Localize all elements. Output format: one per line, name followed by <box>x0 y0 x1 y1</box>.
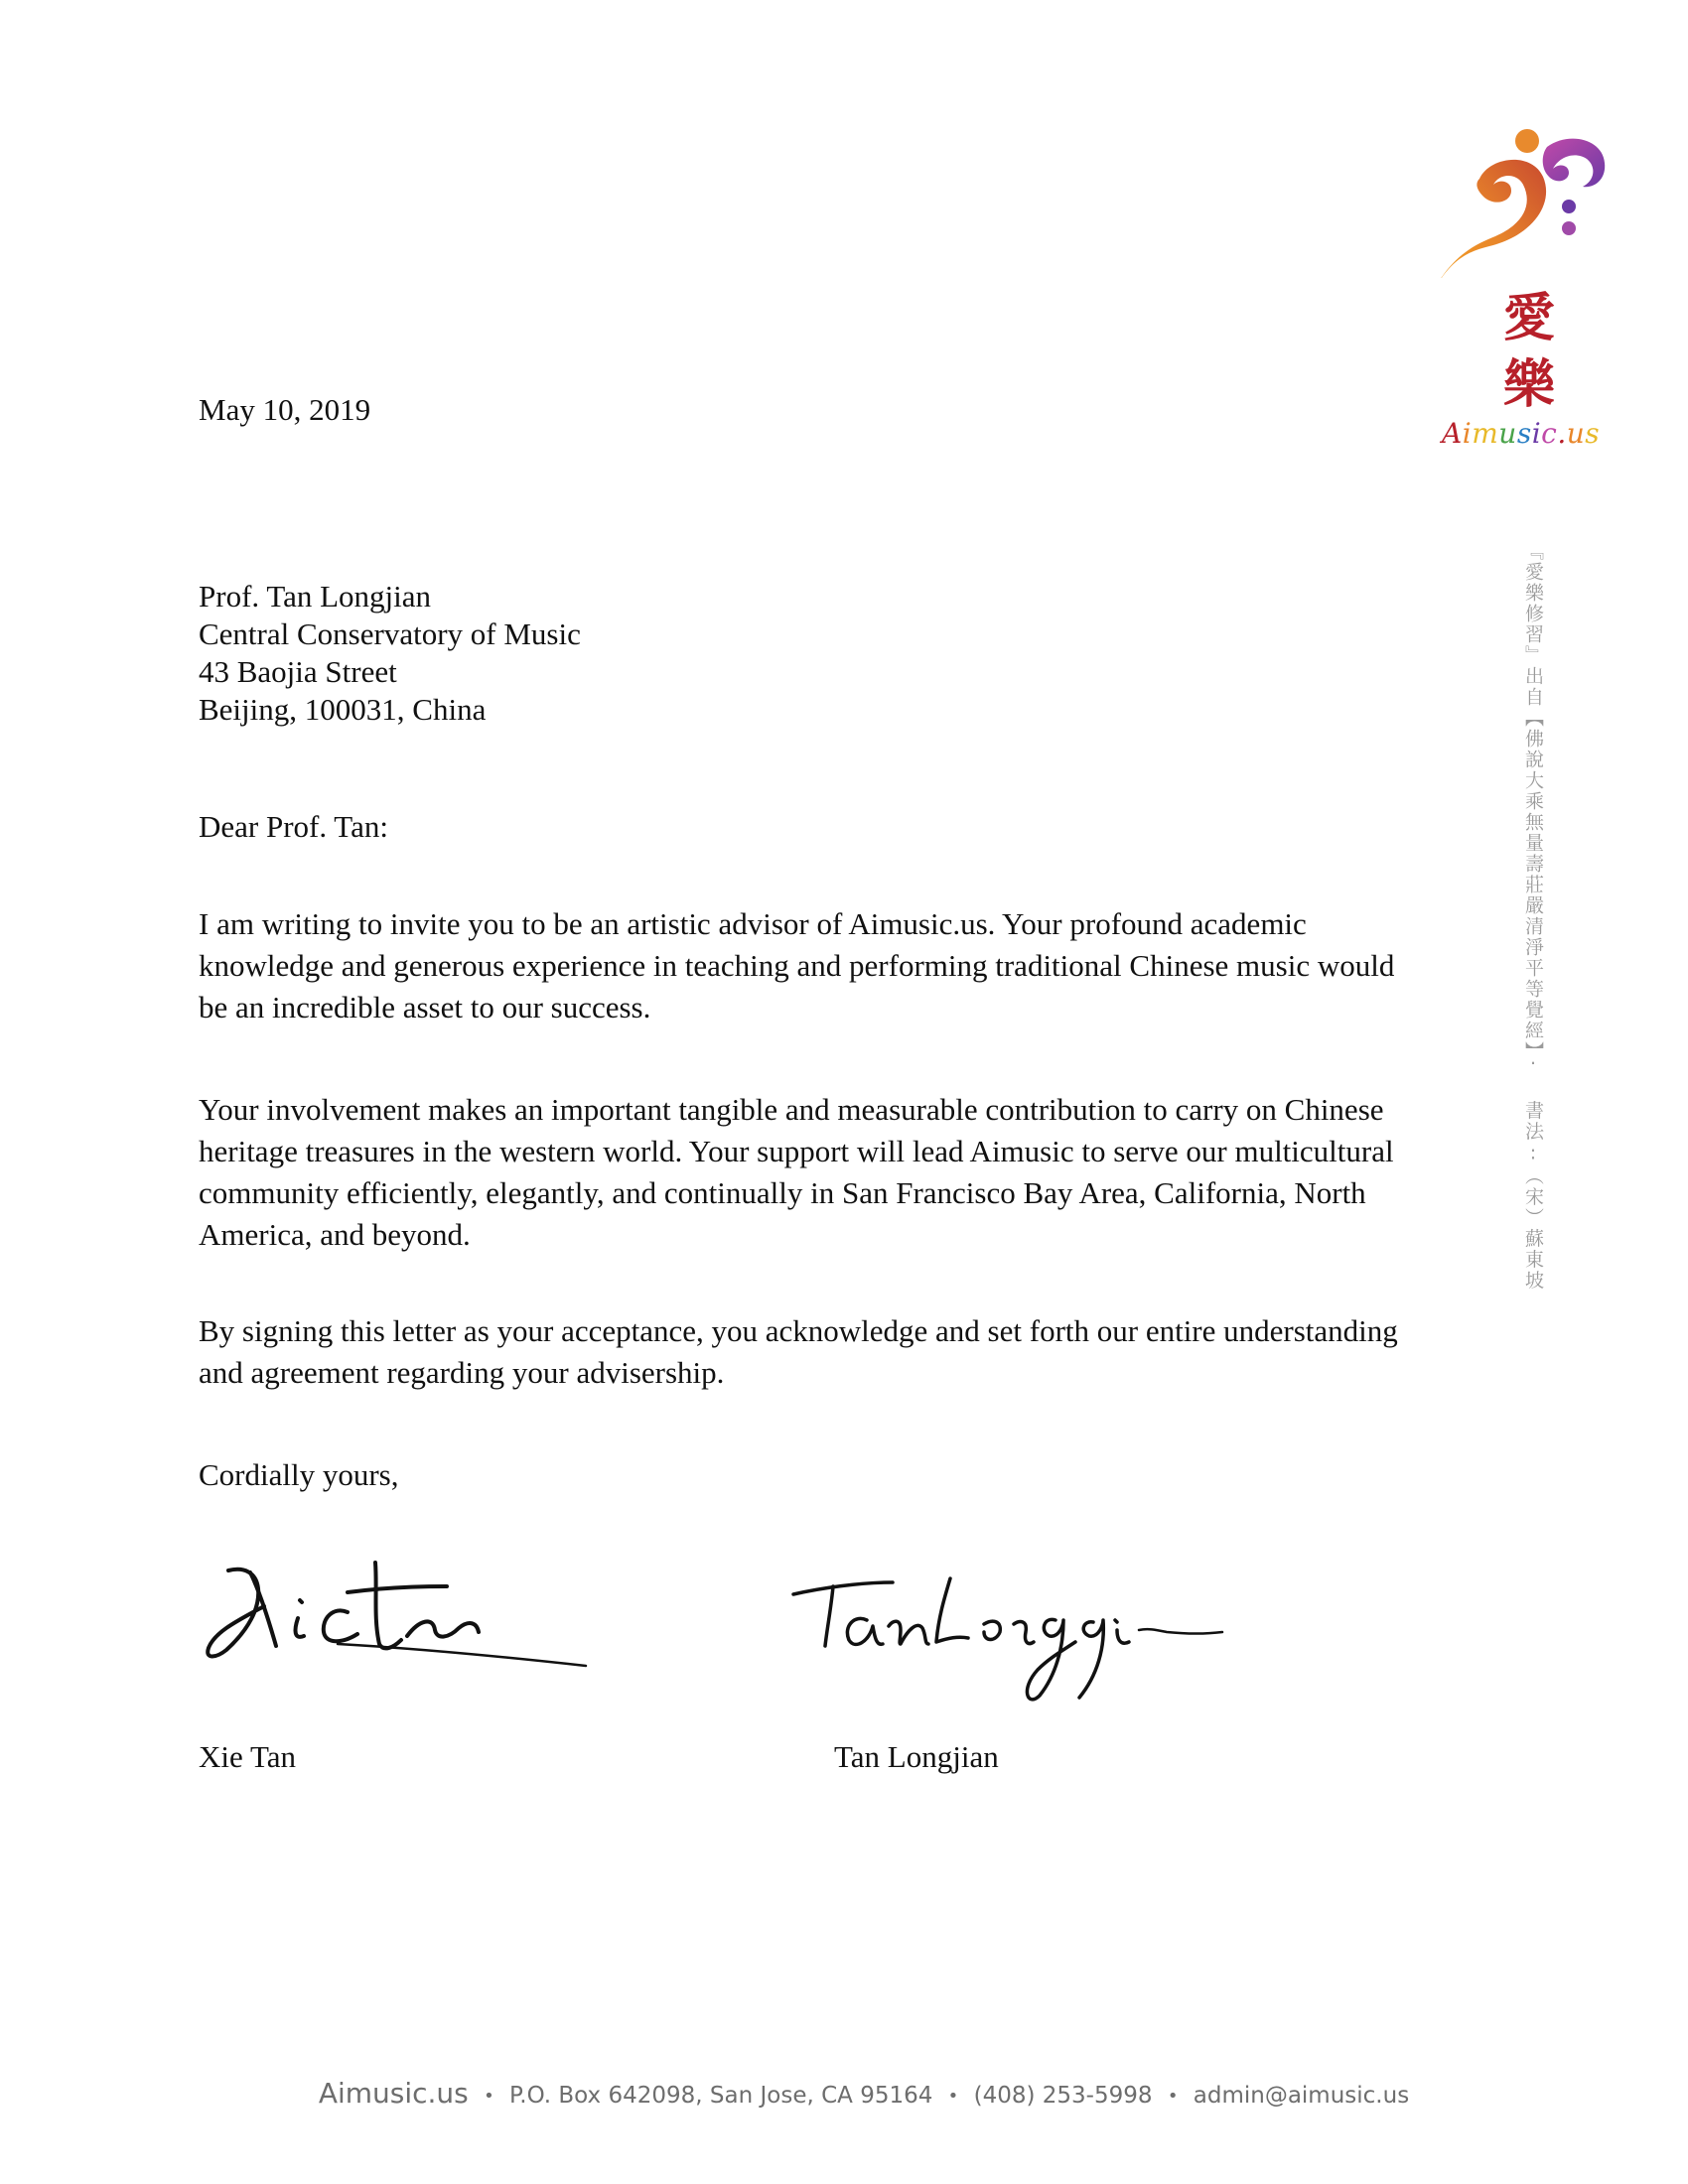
signer-name: Tan Longjian <box>834 1739 999 1774</box>
bullet-separator-icon: • <box>947 2086 959 2107</box>
recipient-city: Beijing, 100031, China <box>199 692 487 727</box>
logo-chinese-char-ai: 愛 <box>1502 288 1555 348</box>
signature-tan-longjian <box>789 1559 1226 1707</box>
closing: Cordially yours, <box>199 1457 399 1492</box>
bullet-separator-icon: • <box>1167 2086 1179 2107</box>
recipient-address <box>199 578 581 729</box>
signer-name: Xie Tan <box>199 1739 296 1774</box>
footer-contact-line <box>0 2077 1688 2110</box>
body-paragraph: I am writing to invite you to be an artistic advisor of Aimusic.us. Your profound academic knowledge and generous experience in teaching and performing traditional Chinese music would be an incredible asset to our success. <box>199 906 1395 1024</box>
salutation: Dear Prof. Tan: <box>199 809 388 844</box>
letter-date: May 10, 2019 <box>199 392 371 427</box>
bullet-separator-icon: • <box>484 2086 494 2107</box>
logo-wordmark-text: Aimusic.us <box>1442 417 1601 450</box>
footer-po-box: P.O. Box 642098, San Jose, CA 95164 <box>509 2083 933 2109</box>
footer-phone: (408) 253-5998 <box>973 2083 1153 2109</box>
bass-clef-swirl-icon <box>1420 119 1618 278</box>
footer-brand: Aimusic.us <box>318 2077 469 2110</box>
logo-wordmark <box>1442 417 1630 450</box>
signature-xie-tan <box>199 1549 596 1668</box>
body-paragraph: Your involvement makes an important tangible and measurable contribution to carry on Chinese heritage treasures in the western world. Your support will lead Aimusic to serve our multicultural community efficiently, elegantly, and continually in San Francisco Bay Area, California, North America, and beyond. <box>199 1092 1394 1252</box>
calligraphy-source-note: 『愛樂修習』出自【佛說大乘無量壽莊嚴清淨平等覺經】· 書法:（宋）蘇東坡 <box>1522 541 1544 1292</box>
footer-email[interactable]: admin@aimusic.us <box>1193 2083 1410 2109</box>
body-paragraph: By signing this letter as your acceptance, you acknowledge and set forth our entire understanding and agreement regarding your advisership. <box>199 1313 1398 1390</box>
recipient-street: 43 Baojia Street <box>199 654 397 689</box>
recipient-organization: Central Conservatory of Music <box>199 616 581 651</box>
recipient-name: Prof. Tan Longjian <box>199 579 432 614</box>
logo-chinese-char-yue: 樂 <box>1502 354 1555 415</box>
aimusic-logo <box>1420 119 1618 457</box>
